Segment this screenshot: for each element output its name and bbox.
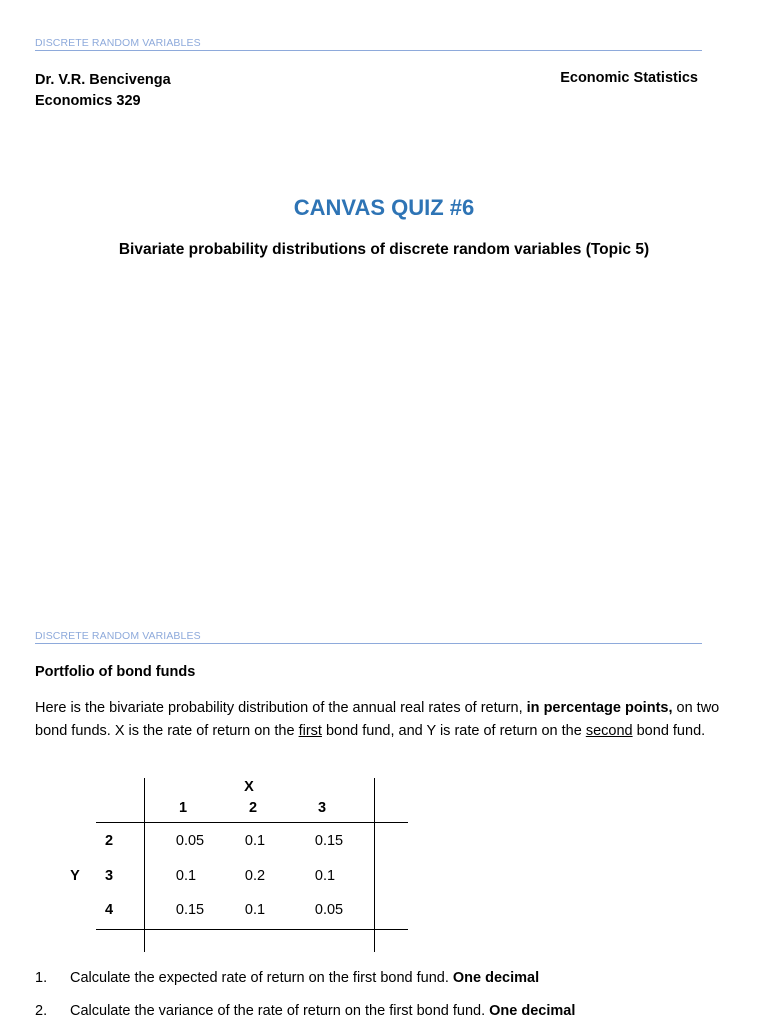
quiz-title: CANVAS QUIZ #6 (293, 195, 475, 220)
question-text: Calculate the variance of the rate of return on the first bond fund. (70, 1003, 490, 1019)
question-text: Calculate the expected rate of return on the first bond fund. (70, 970, 453, 986)
probability-cell: 0.15 (314, 833, 344, 849)
x-value: 1 (178, 800, 188, 816)
course-code: Economics 329 (35, 93, 141, 109)
probability-cell: 0.05 (314, 902, 344, 918)
x-axis-label: X (244, 779, 254, 795)
course-name: Economic Statistics (560, 70, 698, 86)
author-name: Dr. V.R. Bencivenga (35, 72, 171, 88)
y-value: 3 (104, 868, 114, 884)
question-number: 2. (35, 1003, 48, 1019)
probability-cell: 0.1 (314, 868, 336, 884)
question-text-wrap (70, 968, 539, 988)
y-axis-label: Y (70, 868, 80, 884)
intro-paragraph (35, 697, 735, 742)
author-block (35, 70, 171, 112)
intro-text: on two bond funds. X is the rate of return on the (35, 700, 720, 739)
probability-cell: 0.1 (244, 833, 266, 849)
table-rule-vertical (374, 778, 375, 952)
question-precision: One decimal (489, 1003, 576, 1019)
intro-text: bond fund. (632, 722, 706, 739)
table-rule-vertical (144, 778, 145, 952)
intro-text: Here is the bivariate probability distribution of the annual real rates of return, (35, 700, 527, 716)
table-rule-horizontal (96, 929, 408, 930)
probability-cell: 0.2 (244, 868, 266, 884)
question-precision: One decimal (452, 970, 540, 986)
question-number: 1. (35, 970, 48, 986)
running-header: DISCRETE RANDOM VARIABLES (35, 37, 702, 51)
probability-cell: 0.15 (175, 902, 205, 918)
probability-cell: 0.1 (244, 902, 266, 918)
section-heading: Portfolio of bond funds (35, 664, 196, 680)
x-value: 2 (248, 800, 258, 816)
running-header-page-2: DISCRETE RANDOM VARIABLES (35, 630, 702, 644)
intro-underline-first: first (298, 722, 322, 739)
intro-text: bond fund, and Y is rate of return on the (321, 722, 586, 739)
intro-underline-second: second (585, 722, 633, 739)
quiz-subtitle: Bivariate probability distributions of discrete random variables (Topic 5) (118, 241, 650, 258)
y-value: 4 (104, 902, 114, 918)
y-value: 2 (104, 833, 114, 849)
x-value: 3 (317, 800, 327, 816)
table-rule-horizontal (96, 822, 408, 823)
probability-cell: 0.05 (175, 833, 205, 849)
question-text-wrap (70, 1001, 575, 1021)
intro-bold: in percentage points, (526, 700, 673, 716)
probability-cell: 0.1 (175, 868, 197, 884)
